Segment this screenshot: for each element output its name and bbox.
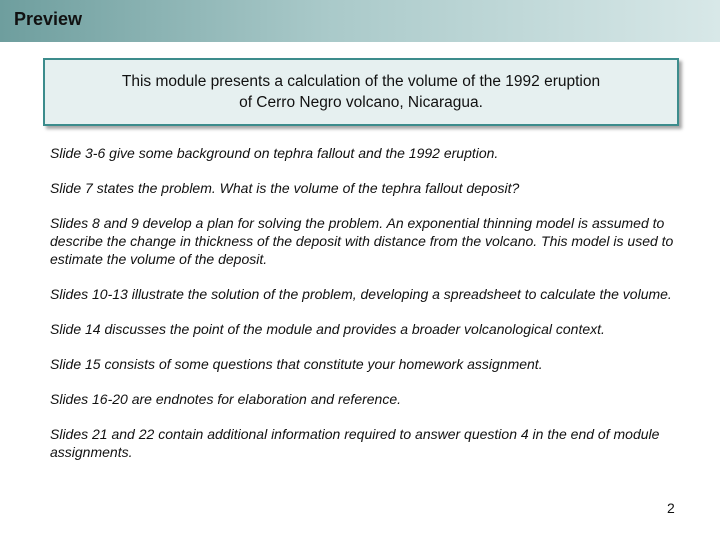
page-title: Preview	[14, 9, 83, 29]
slide-ref: Slide 3-6	[50, 145, 106, 161]
paragraph-slides-10-13	[50, 285, 700, 303]
slide-ref: Slides 21 and 22	[50, 426, 155, 442]
page-number: 2	[667, 500, 675, 516]
paragraph-text: illustrate the solution of the problem, developing a spreadsheet to calculate the volume.	[127, 286, 672, 302]
paragraph-text: are endnotes for elaboration and reference.	[127, 391, 402, 407]
paragraph-slides-8-9	[50, 214, 700, 268]
slide-description-list	[50, 144, 700, 478]
paragraph-slides-16-20	[50, 390, 700, 408]
slide-ref: Slide 7	[50, 180, 93, 196]
slide-ref: Slides 16-20	[50, 391, 128, 407]
paragraph-slides-21-22	[50, 425, 700, 461]
slide-ref: Slides 8 and 9	[50, 215, 139, 231]
summary-line-2: of Cerro Negro volcano, Nicaragua.	[239, 94, 483, 111]
paragraph-text: give some background on tephra fallout and the 1992 eruption.	[105, 145, 499, 161]
paragraph-slide-3-6	[50, 144, 700, 162]
paragraph-text: discusses the point of the module and provides a broader volcanological context.	[100, 321, 605, 337]
summary-box	[43, 58, 679, 126]
paragraph-slide-14	[50, 320, 700, 338]
slide-ref: Slide 14	[50, 321, 101, 337]
header-bar	[0, 0, 720, 42]
paragraph-text: contain additional information required to answer question 4 in the end of module assignments.	[50, 426, 660, 460]
paragraph-text: states the problem. What is the volume of the tephra fallout deposit?	[92, 180, 520, 196]
slide-ref: Slide 15	[50, 356, 101, 372]
summary-text	[122, 71, 600, 113]
paragraph-slide-15	[50, 355, 700, 373]
paragraph-text: consists of some questions that constitute your homework assignment.	[100, 356, 543, 372]
slide-ref: Slides 10-13	[50, 286, 128, 302]
summary-line-1: This module presents a calculation of the volume of the 1992 eruption	[121, 73, 601, 90]
paragraph-text: develop a plan for solving the problem. An exponential thinning model is assumed to describe the change in thickness of the deposit with distance from the volcano. This model is used to estimate the volume of the deposit.	[50, 215, 674, 267]
paragraph-slide-7	[50, 179, 700, 197]
